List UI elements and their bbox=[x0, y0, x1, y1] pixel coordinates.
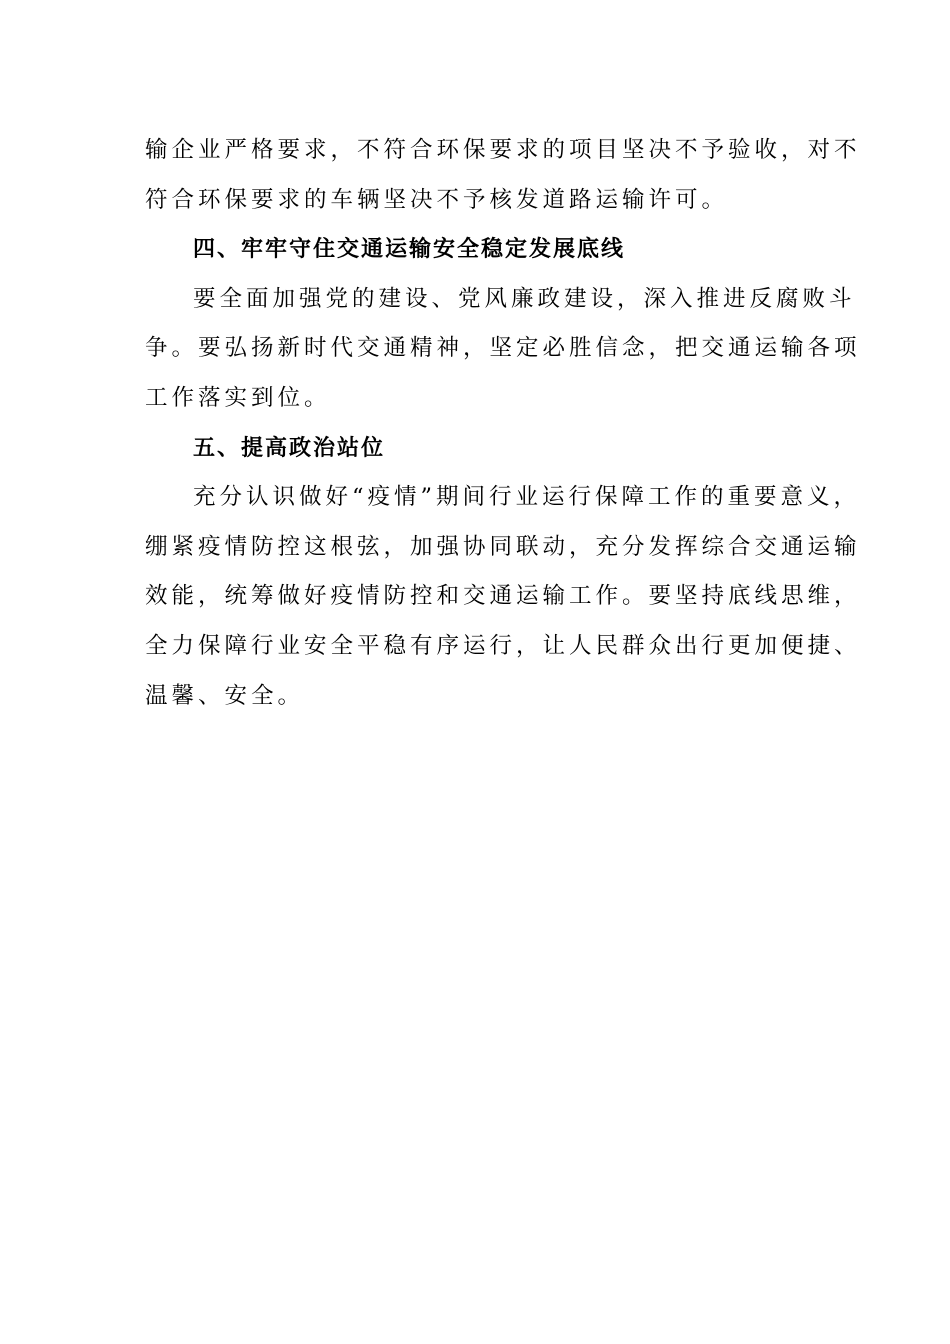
text-line: 温馨、安全。 bbox=[145, 682, 305, 709]
text-line: 要全面加强党的建设、党风廉政建设，深入推进反腐败斗 bbox=[193, 285, 856, 312]
text-line: 争。要弘扬新时代交通精神，坚定必胜信念，把交通运输各项 bbox=[145, 335, 861, 362]
text-line: 效能，统筹做好疫情防控和交通运输工作。要坚持底线思维， bbox=[145, 583, 861, 610]
text-line: 全力保障行业安全平稳有序运行，让人民群众出行更加便捷、 bbox=[145, 632, 861, 659]
paragraph-section-4 bbox=[145, 275, 861, 424]
text-line: 工作落实到位。 bbox=[145, 384, 331, 411]
paragraph-section-5 bbox=[145, 473, 861, 721]
document-body bbox=[145, 126, 861, 721]
text-line: 绷紧疫情防控这根弦，加强协同联动，充分发挥综合交通运输 bbox=[145, 533, 861, 560]
section-heading-4: 四、牢牢守住交通运输安全稳定发展底线 bbox=[193, 237, 626, 263]
paragraph-continued bbox=[145, 126, 861, 225]
text-line: 充分认识做好“疫情”期间行业运行保障工作的重要意义， bbox=[193, 484, 861, 511]
section-heading-5: 五、提高政治站位 bbox=[193, 435, 386, 461]
text-line: 输企业严格要求，不符合环保要求的项目坚决不予验收，对不 bbox=[145, 137, 861, 163]
text-line: 符合环保要求的车辆坚决不予核发道路运输许可。 bbox=[145, 186, 729, 213]
